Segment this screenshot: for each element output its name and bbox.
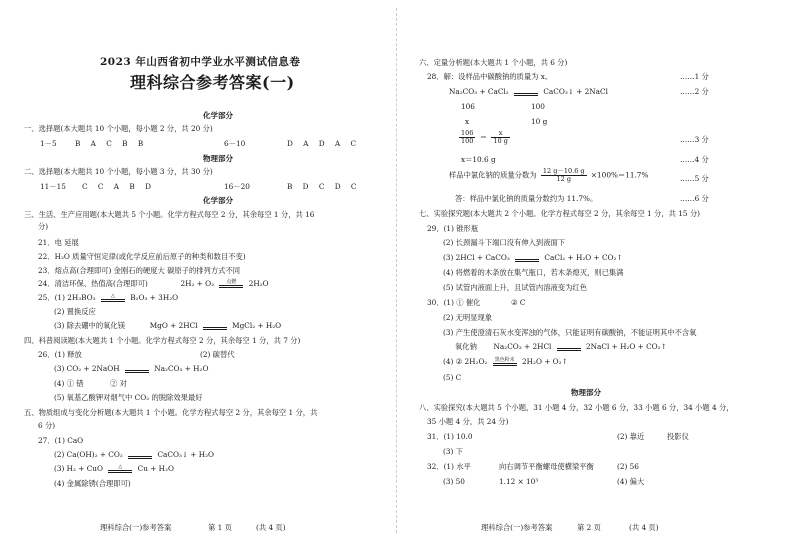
- answer-24-text: 24．清洁环保、热值高(合理即可): [38, 279, 148, 288]
- chem-heading-2: 化学部分: [203, 196, 233, 205]
- answer-25-3-products: MgCl₂ + H₂O: [232, 321, 282, 330]
- sec1-range1: 1－5: [40, 139, 57, 148]
- condition-arrow: [108, 465, 132, 474]
- answer-26-1: 26．(1) 释放: [38, 350, 82, 359]
- proportion: [457, 130, 512, 145]
- answer-26-5: (5) 氧基乙酸钾对烟气中 CO₂ 的脱除效果最好: [54, 393, 203, 402]
- mass-fraction-result: ×100%＝11.7%: [590, 170, 649, 180]
- condition-arrow: [219, 280, 243, 289]
- answer-32-2: (2) 56: [617, 462, 639, 471]
- answer-32-3b: 1.12 × 10³: [499, 477, 539, 486]
- answer-30-1a: 30．(1) ① 催化: [427, 298, 481, 307]
- condition-label: 点燃: [226, 278, 237, 285]
- equals-arrow: [557, 343, 581, 352]
- answer-30-1b: ② C: [511, 298, 526, 307]
- answer-32-1b: 向右调节平衡螺母使横梁平衡: [499, 462, 594, 471]
- answer-31-3: (3) 下: [443, 447, 463, 456]
- answer-27-2-reactants: (2) Ca(OH)₂ + CO₂: [54, 450, 123, 459]
- footer-page: 第 1 页: [208, 523, 232, 532]
- answer-27-4: (4) 金属除锈(合理即可): [54, 479, 131, 488]
- answer-25-2: (2) 置换反应: [54, 307, 96, 316]
- answer-25-3-text: (3) 除去硼中的氧化镁: [54, 321, 126, 330]
- answer-31-1: 31．(1) 10.0: [427, 432, 473, 441]
- answer-29-3-reactants: (3) 2HCl + CaCO₃: [443, 253, 510, 262]
- answer-30-3-cont: [455, 342, 667, 351]
- answer-27-3-products: Cu + H₂O: [137, 464, 174, 473]
- answer-25-3-reactants: MgO + 2HCl: [149, 321, 198, 330]
- answer-28-reactants: Na₂CO₃ + CaCl₂: [449, 87, 509, 96]
- answer-28-equation: [449, 87, 608, 96]
- points-6: ……6 分: [680, 194, 709, 203]
- points-3: ……3 分: [680, 135, 709, 144]
- mass-x: x: [465, 117, 470, 126]
- answer-24-reactants: 2H₂ + O₂: [180, 279, 215, 288]
- answer-27-3: [54, 464, 174, 473]
- footer-total: (共 4 页): [629, 523, 659, 532]
- answer-30-4-reactants: (4) ② 2H₂O₂: [443, 357, 488, 366]
- answer-25-reactants: 25．(1) 2H₃BO₃: [38, 293, 96, 302]
- answer-27-1: 27．(1) CaO: [38, 436, 84, 445]
- answer-conclusion: 答：样品中氯化钠的质量分数约为 11.7%。: [455, 194, 598, 203]
- fraction-left: $\frac{106}{100}$: [461, 129, 474, 145]
- footer-total: (共 4 页): [256, 523, 286, 532]
- answer-25-1: [38, 293, 178, 302]
- phys-heading: 物理部分: [203, 154, 233, 163]
- equals-arrow: [515, 254, 539, 263]
- chem-heading: 化学部分: [203, 111, 233, 120]
- answer-29-5: (5) 试管内液面上升，且试管内溶液变为红色: [443, 283, 587, 292]
- equals-arrow: [125, 365, 149, 374]
- answer-30-3-reactants: Na₂CO₃ + 2HCl: [493, 342, 552, 351]
- answer-26-3-reactants: (3) CO₂ + 2NaOH: [54, 364, 120, 373]
- condition-label: 黑色粉末: [494, 356, 515, 363]
- points-5: ……5 分: [680, 174, 709, 183]
- section-3-heading-cont: 分): [38, 222, 49, 231]
- footer-page: 第 2 页: [577, 523, 601, 532]
- section-5-heading: 五、物质组成与变化分析题(本大题共 1 个小题。化学方程式每空 2 分，其余每空 1 分，共: [24, 408, 318, 417]
- sec2-range2: 16－20: [224, 182, 250, 191]
- section-8-heading: 八、实验探究(本大题共 5 个小题，31 小题 4 分，32 小题 6 分，33 小题 6 分，34 小题 4 分，: [419, 403, 734, 412]
- condition-label: △: [118, 463, 123, 470]
- answer-26-4a: (4) ① 错: [54, 379, 84, 388]
- answer-32-3: (3) 50: [443, 477, 465, 486]
- section-2-heading: 二、选择题(本大题共 10 个小题，每小题 3 分，共 30 分): [24, 167, 213, 176]
- section-5-heading-cont: 6 分): [38, 421, 56, 430]
- section-8-heading-cont: 35 小题 4 分，共 24 分): [427, 417, 509, 426]
- equals-sign: ＝: [479, 132, 488, 142]
- mass-fraction-frac: $\frac{12 g-10.6 g}{12 g}$: [542, 167, 585, 183]
- answer-30-3-word: 氧化钠: [455, 342, 477, 351]
- answer-31-2: (2) 靠近: [617, 432, 645, 441]
- exam-title: 2023 年山西省初中学业水平测试信息卷: [100, 56, 301, 68]
- answer-28-products: CaCO₃↓ + 2NaCl: [543, 87, 608, 96]
- answer-30-5: (5) C: [443, 373, 462, 382]
- answer-29-2: (2) 长颈漏斗下端口没有伸入到液面下: [443, 238, 566, 247]
- equals-arrow: [128, 451, 152, 460]
- answer-x: x＝10.6 g: [461, 155, 496, 164]
- answer-32-4: (4) 偏大: [617, 477, 645, 486]
- answer-30-3-products: 2NaCl + H₂O + CO₂↑: [586, 342, 667, 351]
- answer-26-2: (2) 碳替代: [200, 350, 235, 359]
- points-4: ……4 分: [680, 155, 709, 164]
- points-2: ……2 分: [680, 87, 709, 96]
- equals-arrow: [514, 88, 538, 97]
- answer-32-1: 32．(1) 水平: [427, 462, 471, 471]
- sec2-answers1: C C A B D: [82, 182, 151, 191]
- answer-30-4: [443, 357, 568, 366]
- condition-arrow: [101, 294, 125, 303]
- mass-100: 100: [531, 102, 545, 111]
- answer-25-3: [54, 321, 281, 330]
- answer-26-4b: ② 对: [110, 379, 127, 388]
- answer-28-1: 28．解：设样品中碳酸钠的质量为 x。: [427, 72, 553, 81]
- footer-title: 理科综合(一)参考答案: [481, 523, 553, 532]
- sec2-answers2: B D C D C: [287, 182, 357, 191]
- answer-29-4: (4) 将燃着的木条放在集气瓶口，若木条熄灭，则已集满: [443, 268, 624, 277]
- answer-24: [38, 279, 269, 288]
- points-1: ……1 分: [680, 72, 709, 81]
- answer-25-products: B₂O₃ + 3H₂O: [130, 293, 179, 302]
- answer-26-3: [54, 364, 208, 373]
- section-6-heading: 六、定量分析题(本大题共 1 个小题，共 6 分): [419, 58, 568, 67]
- condition-arrow: [493, 358, 517, 367]
- sec1-answers1: B A C B B: [75, 139, 144, 148]
- fraction-right: $\frac{x}{10 g}$: [493, 129, 508, 145]
- answer-29-3-products: CaCl₂ + H₂O + CO₂↑: [544, 253, 623, 262]
- mass-10g: 10 g: [531, 117, 548, 126]
- sec2-range1: 11－15: [40, 182, 66, 191]
- section-1-heading: 一、选择题(本大题共 10 个小题，每小题 2 分，共 20 分): [24, 124, 213, 133]
- column-divider: [396, 8, 397, 533]
- answer-22: 22．H₂O 质量守恒定律(或化学反应前后原子的种类和数目不变): [38, 252, 246, 261]
- answer-27-3-reactants: (3) H₂ + CuO: [54, 464, 103, 473]
- answer-21: 21．电 延展: [38, 238, 79, 247]
- phys-heading-2: 物理部分: [571, 388, 601, 397]
- sec1-answers2: D A D A C: [287, 139, 357, 148]
- condition-label: △: [110, 292, 115, 299]
- section-3-heading: 三、生活、生产应用题(本大题共 5 个小题。化学方程式每空 2 分，其余每空 1 分，共 16: [24, 210, 315, 219]
- equals-arrow: [203, 322, 227, 331]
- answer-30-4-products: 2H₂O + O₂↑: [522, 357, 568, 366]
- mass-fraction-label: 样品中氯化钠的质量分数为: [449, 170, 537, 180]
- sec1-range2: 6－10: [224, 139, 246, 148]
- answer-31-2b: 投影仪: [667, 432, 689, 441]
- mass-fraction: [449, 168, 648, 183]
- answer-24-products: 2H₂O: [248, 279, 269, 288]
- answer-30-3: (3) 产生使澄清石灰水变浑浊的气体，只能证明有碳酸钠，不能证明其中不含氧: [443, 328, 697, 337]
- answer-29-1: 29．(1) 锥形瓶: [427, 224, 479, 233]
- answer-27-2-products: CaCO₃↓ + H₂O: [157, 450, 215, 459]
- answer-26-3-products: Na₂CO₃ + H₂O: [154, 364, 209, 373]
- section-7-heading: 七、实验探究题(本大题共 2 个小题。化学方程式每空 2 分，其余每空 1 分，共 15 分): [419, 209, 700, 218]
- answer-27-2: [54, 450, 214, 459]
- answer-30-2: (2) 无明显现象: [443, 313, 493, 322]
- section-4-heading: 四、科普阅读题(本大题共 1 个小题。化学方程式每空 2 分，其余每空 1 分，共 7 分): [24, 336, 301, 345]
- footer-title: 理科综合(一)参考答案: [100, 523, 172, 532]
- mass-106: 106: [461, 102, 475, 111]
- answer-23: 23．熔点高(合理即可) 金刚石的硬度大 碳原子的排列方式不同: [38, 266, 241, 275]
- answer-title: 理科综合参考答案(一): [130, 73, 295, 92]
- answer-29-3: [443, 253, 623, 262]
